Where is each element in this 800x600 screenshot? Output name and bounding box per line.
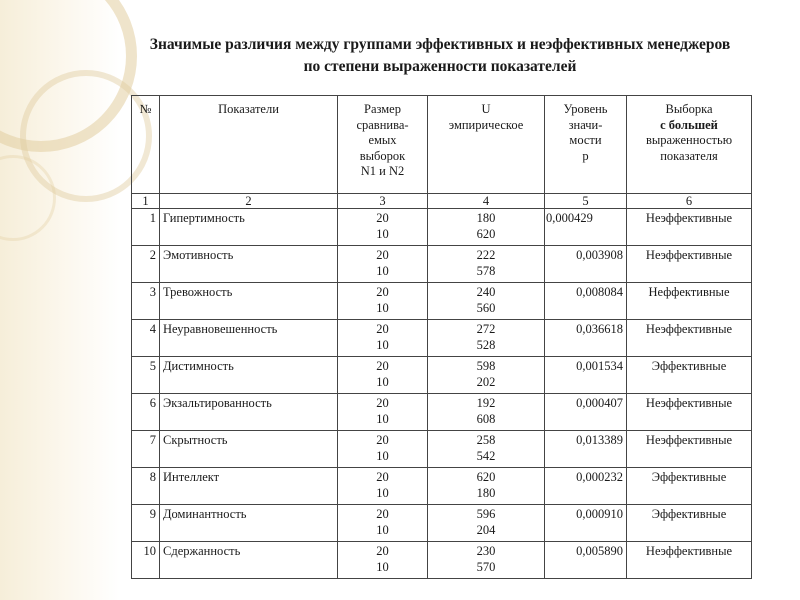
row-number: 6 [132, 394, 160, 431]
sample-size-n2: 10 [376, 374, 389, 389]
u-value-1: 272 [476, 322, 496, 336]
selection-group: Эффективные [627, 357, 752, 394]
u-value-2: 542 [476, 448, 496, 463]
u-value-1: 222 [476, 248, 496, 262]
u-value-1: 230 [476, 544, 496, 558]
significance-value: 0,000429 [545, 209, 627, 246]
selection-group: Неэффективные [627, 394, 752, 431]
indicator-name: Доминантность [160, 505, 338, 542]
u-empirical-cell [428, 542, 545, 579]
u-value-2: 204 [476, 522, 496, 537]
significance-value: 0,013389 [545, 431, 627, 468]
u-empirical-cell [428, 505, 545, 542]
header-indicator: Показатели [160, 96, 338, 194]
u-value-1: 180 [476, 211, 496, 225]
u-empirical-cell [428, 246, 545, 283]
u-value-1: 598 [476, 359, 496, 373]
column-number: 4 [428, 194, 545, 209]
table-row [132, 431, 752, 468]
significance-value: 0,005890 [545, 542, 627, 579]
row-number: 3 [132, 283, 160, 320]
column-number: 5 [545, 194, 627, 209]
u-empirical-cell [428, 394, 545, 431]
significance-value: 0,000910 [545, 505, 627, 542]
u-value-1: 240 [476, 285, 496, 299]
significance-value: 0,003908 [545, 246, 627, 283]
indicator-name: Скрытность [160, 431, 338, 468]
sample-size-cell [338, 357, 428, 394]
sample-size-cell [338, 320, 428, 357]
u-empirical-cell [428, 320, 545, 357]
sample-size-n2: 10 [376, 559, 389, 574]
column-number: 1 [132, 194, 160, 209]
row-number: 10 [132, 542, 160, 579]
slide-title-line-1: Значимые различия между группами эффективных и неэффективных менеджеров [149, 36, 731, 53]
u-value-2: 620 [476, 226, 496, 241]
sample-size-n2: 10 [376, 448, 389, 463]
table-row [132, 468, 752, 505]
u-empirical-cell [428, 431, 545, 468]
sample-size-n1: 20 [376, 211, 389, 225]
slide-title-line-2: по степени выраженности показателей [303, 58, 577, 75]
u-value-1: 258 [476, 433, 496, 447]
column-number-row [132, 194, 752, 209]
results-table [131, 95, 752, 579]
u-value-1: 596 [476, 507, 496, 521]
sample-size-cell [338, 246, 428, 283]
indicator-name: Экзальтированность [160, 394, 338, 431]
header-no: № [132, 96, 160, 194]
row-number: 1 [132, 209, 160, 246]
table-row [132, 283, 752, 320]
results-table-container [131, 95, 751, 579]
indicator-name: Сдержанность [160, 542, 338, 579]
u-empirical-cell [428, 468, 545, 505]
table-row [132, 505, 752, 542]
table-row [132, 209, 752, 246]
sample-size-n2: 10 [376, 337, 389, 352]
u-value-2: 608 [476, 411, 496, 426]
header-u-empirical: U эмпирическое [428, 96, 545, 194]
table-row [132, 394, 752, 431]
row-number: 5 [132, 357, 160, 394]
u-value-2: 528 [476, 337, 496, 352]
row-number: 8 [132, 468, 160, 505]
sample-size-n1: 20 [376, 507, 389, 521]
significance-value: 0,036618 [545, 320, 627, 357]
u-empirical-cell [428, 209, 545, 246]
column-number: 6 [627, 194, 752, 209]
table-row [132, 320, 752, 357]
sample-size-n1: 20 [376, 285, 389, 299]
sample-size-n1: 20 [376, 248, 389, 262]
sample-size-n2: 10 [376, 300, 389, 315]
row-number: 7 [132, 431, 160, 468]
indicator-name: Эмотивность [160, 246, 338, 283]
u-value-2: 578 [476, 263, 496, 278]
u-value-2: 570 [476, 559, 496, 574]
selection-group: Неэффективные [627, 320, 752, 357]
u-value-2: 180 [476, 485, 496, 500]
selection-group: Неэффективные [627, 542, 752, 579]
column-number: 3 [338, 194, 428, 209]
selection-group: Неффективные [627, 283, 752, 320]
sample-size-cell [338, 209, 428, 246]
row-number: 2 [132, 246, 160, 283]
indicator-name: Дистимность [160, 357, 338, 394]
slide-title [60, 34, 800, 78]
significance-value: 0,000232 [545, 468, 627, 505]
sample-size-n1: 20 [376, 470, 389, 484]
sample-size-n1: 20 [376, 396, 389, 410]
selection-group: Неэффективные [627, 209, 752, 246]
sample-size-n2: 10 [376, 485, 389, 500]
sample-size-n1: 20 [376, 359, 389, 373]
sample-size-cell [338, 431, 428, 468]
table-header-row [132, 96, 752, 194]
u-empirical-cell [428, 283, 545, 320]
sample-size-cell [338, 468, 428, 505]
header-significance: Уровень значи- мости p [545, 96, 627, 194]
header-selection: Выборка с большей выраженностью показателя [627, 96, 752, 194]
sample-size-n1: 20 [376, 322, 389, 336]
significance-value: 0,000407 [545, 394, 627, 431]
sample-size-n1: 20 [376, 433, 389, 447]
significance-value: 0,001534 [545, 357, 627, 394]
selection-group: Эффективные [627, 468, 752, 505]
sample-size-n2: 10 [376, 411, 389, 426]
u-value-1: 192 [476, 396, 496, 410]
sample-size-n1: 20 [376, 544, 389, 558]
sample-size-cell [338, 394, 428, 431]
table-row [132, 246, 752, 283]
column-number: 2 [160, 194, 338, 209]
significance-value: 0,008084 [545, 283, 627, 320]
row-number: 9 [132, 505, 160, 542]
selection-group: Эффективные [627, 505, 752, 542]
table-row [132, 357, 752, 394]
u-empirical-cell [428, 357, 545, 394]
u-value-2: 560 [476, 300, 496, 315]
selection-group: Неэффективные [627, 246, 752, 283]
row-number: 4 [132, 320, 160, 357]
indicator-name: Неуравновешенность [160, 320, 338, 357]
sample-size-n2: 10 [376, 522, 389, 537]
selection-group: Неэффективные [627, 431, 752, 468]
header-sample-size: Размер сравнива- емых выборок N1 и N2 [338, 96, 428, 194]
table-body [132, 194, 752, 579]
u-value-1: 620 [476, 470, 496, 484]
indicator-name: Тревожность [160, 283, 338, 320]
sample-size-cell [338, 283, 428, 320]
indicator-name: Гипертимность [160, 209, 338, 246]
u-value-2: 202 [476, 374, 496, 389]
table-row [132, 542, 752, 579]
sample-size-n2: 10 [376, 226, 389, 241]
sample-size-cell [338, 505, 428, 542]
sample-size-cell [338, 542, 428, 579]
indicator-name: Интеллект [160, 468, 338, 505]
sample-size-n2: 10 [376, 263, 389, 278]
